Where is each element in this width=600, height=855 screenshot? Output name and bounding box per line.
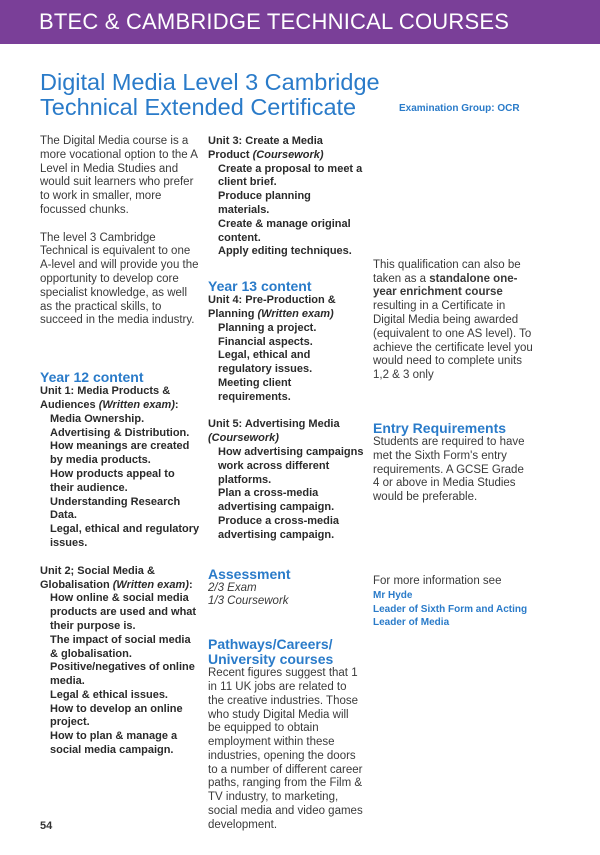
contact-intro: For more information see <box>373 574 502 587</box>
unit5-title: Unit 5: Advertising Media (Coursework) <box>208 418 340 445</box>
header-banner <box>0 0 600 44</box>
year13-heading: Year 13 content <box>208 278 312 295</box>
list-item: Financial aspects. <box>218 335 313 348</box>
list-item: Plan a cross-media advertising campaign. <box>218 487 335 514</box>
list-item: How meanings are created by media products. <box>50 440 190 467</box>
entry-heading: Entry Requirements <box>373 419 507 436</box>
entry-text: Students are required to have met the Sixth Form's entry requirements. A GCSE Grade 4 or above in Media Studies would be preferable. <box>373 435 525 504</box>
list-item: Legal, ethical and regulatory issues. <box>218 349 313 376</box>
list-item: Advertising & Distribution. <box>50 426 190 439</box>
list-item: Legal & ethical issues. <box>50 688 168 701</box>
assessment-heading: Assessment <box>208 565 291 582</box>
pathways-paragraph-1-start: Recent figures suggest that 1 in 11 UK jobs are related to the creative industries. Those who study Digital Media will be equipped to obtain employment within these industries, opening the doors to a number of different career paths, ranging from the Film & TV industry, to marketing, social media and video games development. <box>208 667 363 831</box>
list-item: Produce planning materials. <box>218 190 311 216</box>
assessment-exam: 2/3 Exam <box>208 581 257 594</box>
section-title: BTEC & CAMBRIDGE TECHNICAL COURSES <box>39 9 510 34</box>
intro-paragraph-1: The Digital Media course is a more vocational option to the A Level in Media Studies and would suit learners who prefer to work in smaller, more focussed chunks. <box>40 135 198 216</box>
list-item: How to plan & manage a social media campaign. <box>50 730 178 757</box>
list-item: How products appeal to their audience. <box>50 467 175 494</box>
list-item: The impact of social media & globalisation. <box>50 633 191 660</box>
pathways-paragraph-2: This qualification can also be taken as a standalone one-year enrichment course resulting in a Certificate in Digital Media being awarded (equivalent to one AS level). To achieve the certificate level you would need to complete units 1,2 & 3 only <box>373 258 533 382</box>
unit2-list <box>40 592 200 758</box>
course-title-line1: Digital Media Level 3 Cambridge <box>40 69 380 95</box>
column-2 <box>208 135 364 833</box>
column-3 <box>373 135 533 630</box>
contact-name: Mr Hyde <box>373 589 413 601</box>
list-item: Create & manage original content. <box>218 217 351 244</box>
unit4-title: Unit 4: Pre-Production & Planning (Written exam) <box>208 294 336 320</box>
list-item: Meeting client requirements. <box>218 376 292 403</box>
list-item: Positive/negatives of online media. <box>50 661 195 688</box>
pathways-heading: Pathways/Careers/ University courses <box>208 636 334 668</box>
list-item: Create a proposal to meet a client brief. <box>218 162 363 189</box>
list-item: Media Ownership. <box>50 412 145 425</box>
list-item: How online & social media products are used and what their purpose is. <box>50 592 197 632</box>
course-title <box>40 70 380 120</box>
year12-heading: Year 12 content <box>40 369 144 386</box>
exam-group: Examination Group: OCR <box>399 103 520 114</box>
list-item: Legal, ethical and regulatory issues. <box>50 523 200 549</box>
unit3-title: Unit 3: Create a Media Product (Coursework) <box>208 135 324 161</box>
list-item: How to develop an online project. <box>50 702 183 729</box>
unit1-list <box>40 413 200 551</box>
unit1-title: Unit 1: Media Products & Audiences (Written exam): <box>40 385 179 411</box>
contact-role: Leader of Sixth Form and Acting Leader of Media <box>373 603 528 629</box>
assessment-coursework: 1/3 Coursework <box>208 595 289 608</box>
list-item: How advertising campaigns work across different platforms. <box>218 445 364 486</box>
intro-paragraph-2: The level 3 Cambridge Technical is equivalent to one A-level and will provide you the opportunity to develop core specialist knowledge, as well as the practical skills, to succeed in the media industry. <box>40 231 199 327</box>
unit2-title: Unit 2; Social Media & Globalisation (Written exam): <box>40 564 193 591</box>
list-item: Apply editing techniques. <box>218 245 352 258</box>
unit3-list <box>208 163 364 260</box>
course-title-line2: Technical Extended Certificate <box>40 94 357 120</box>
list-item: Produce a cross-media advertising campaign. <box>218 514 340 541</box>
page-number: 54 <box>40 820 53 832</box>
list-item: Understanding Research Data. <box>50 495 181 522</box>
column-1 <box>40 135 200 758</box>
list-item: Planning a project. <box>218 321 317 334</box>
unit4-list <box>208 322 364 405</box>
unit5-list <box>208 446 364 543</box>
